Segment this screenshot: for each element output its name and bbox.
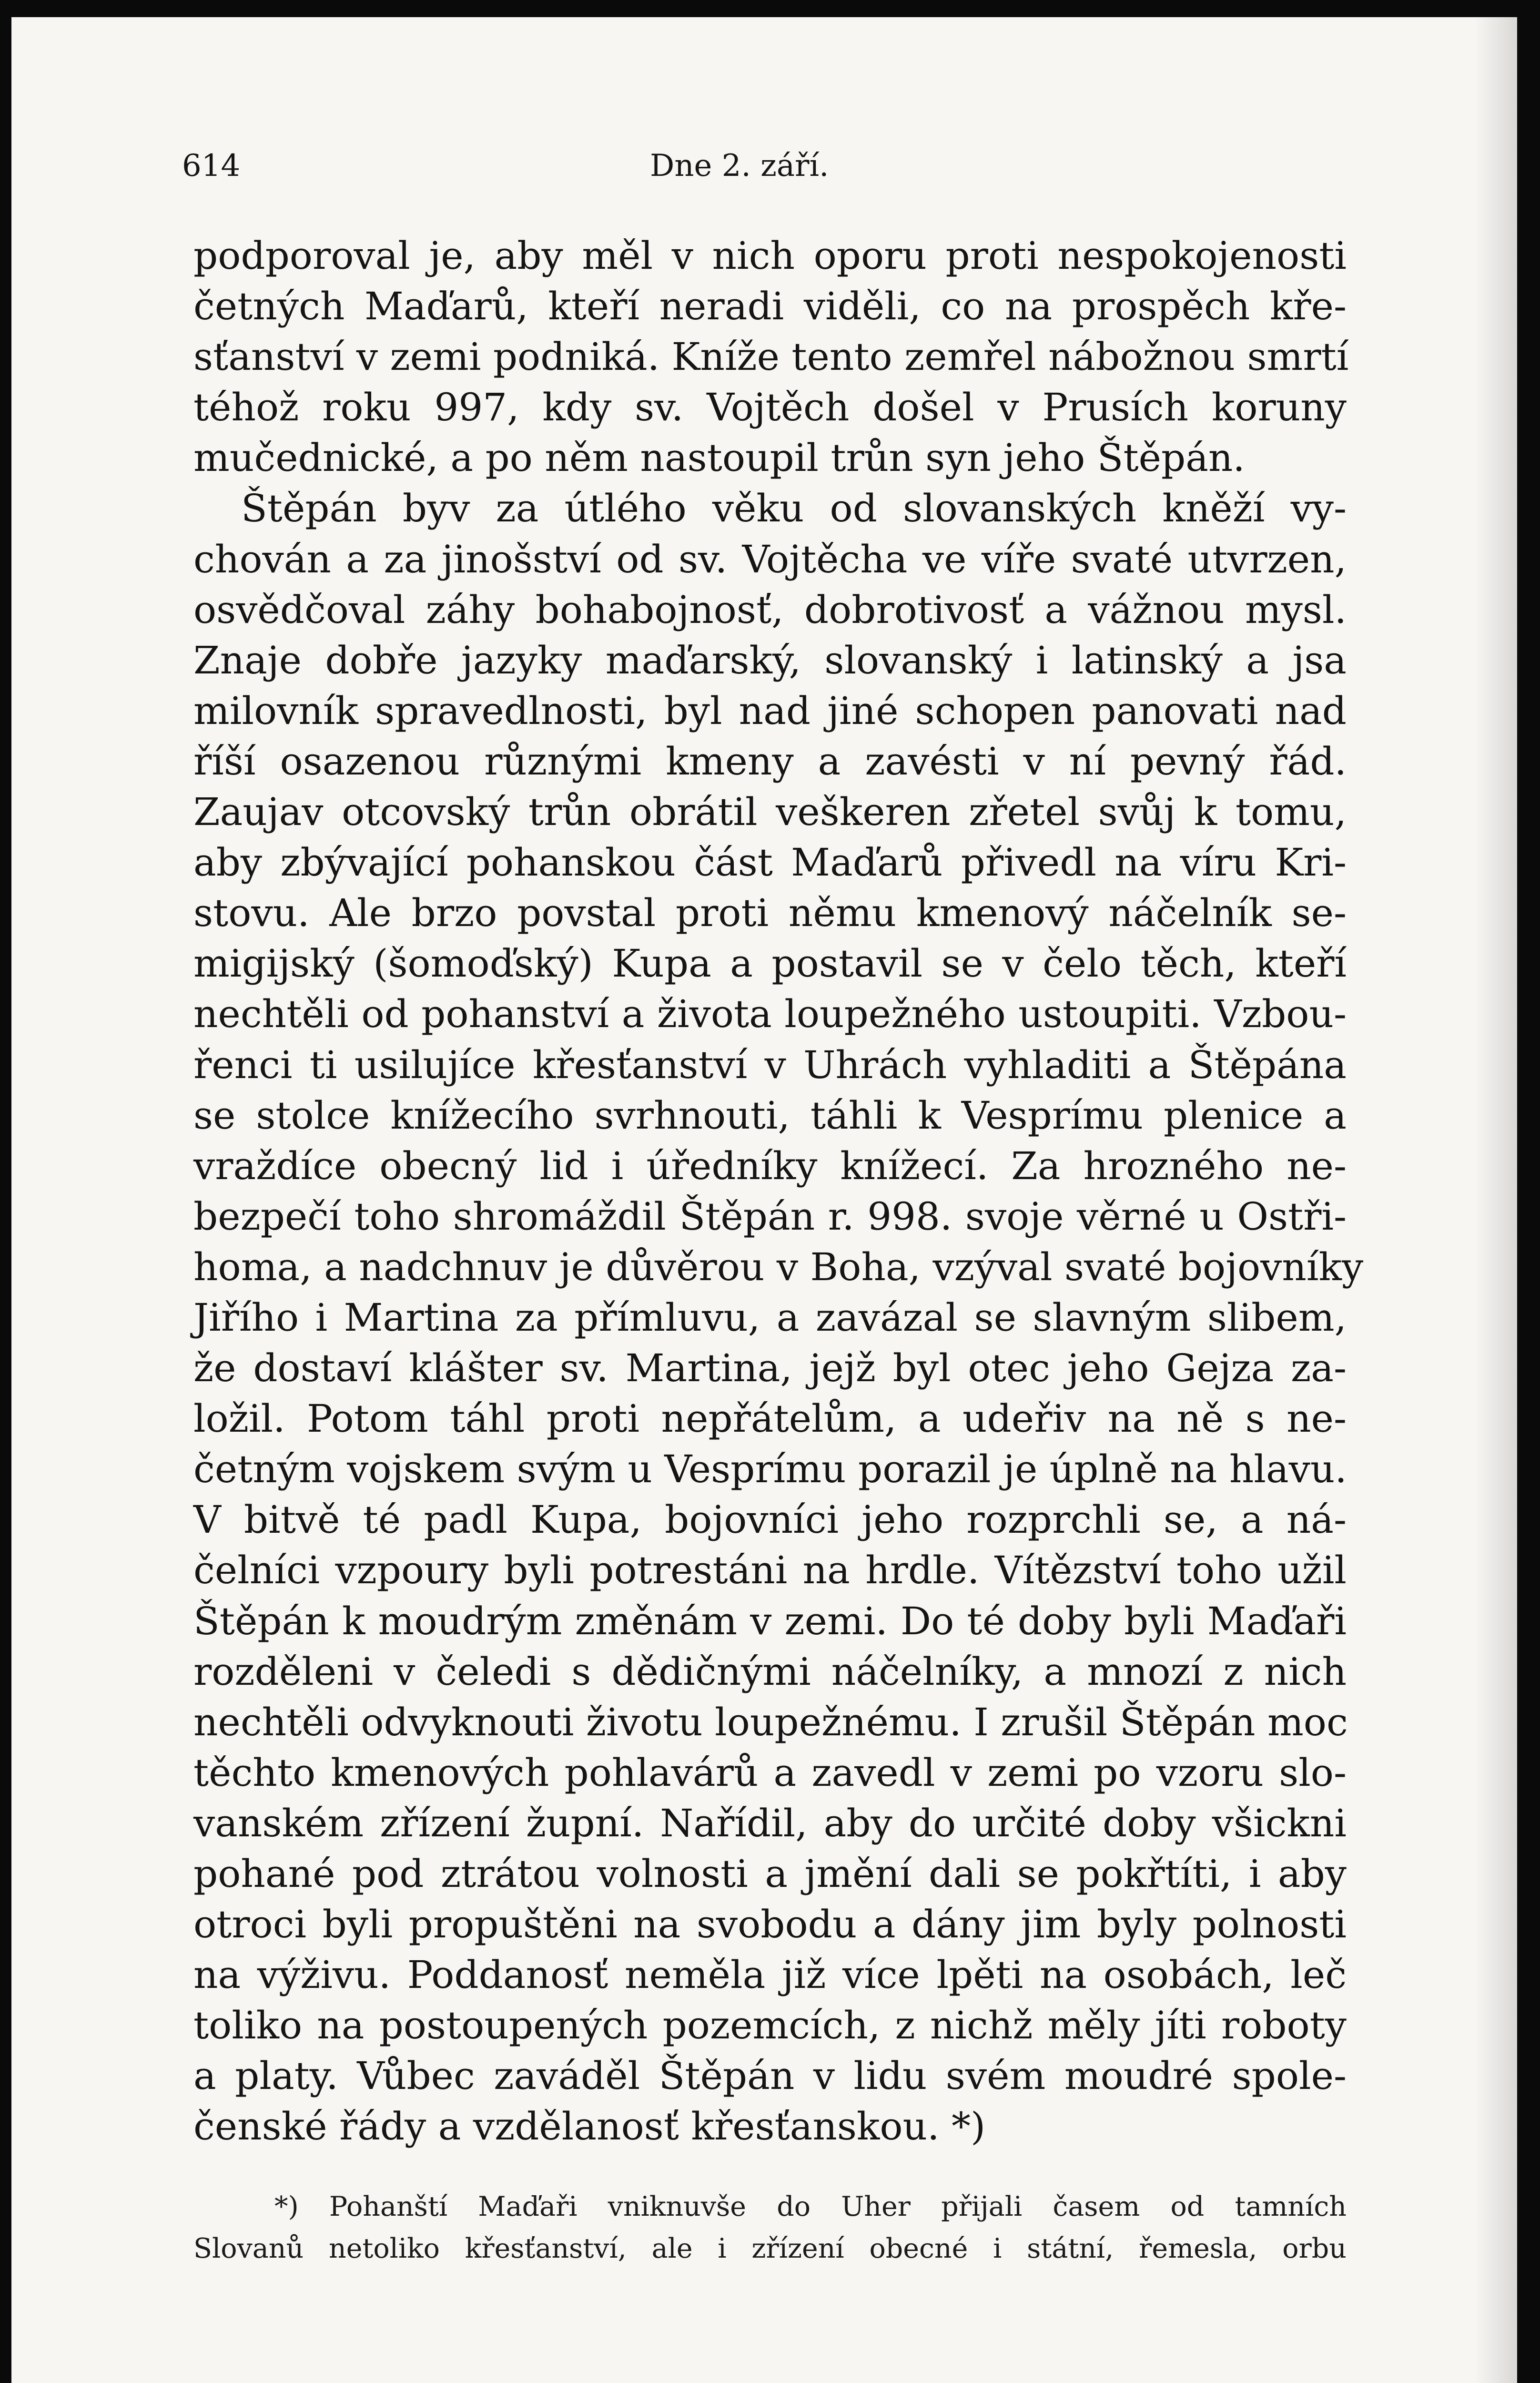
text-line: četných Maďarů, kteří neradi viděli, co na prospěch kře- — [193, 284, 1347, 329]
running-head: Dne 2. září. — [650, 148, 829, 183]
text-line: homa, a nadchnuv je důvěrou v Boha, vzýval svaté bojovníky — [193, 1244, 1364, 1289]
text-line: že dostaví klášter sv. Martina, jejž byl otec jeho Gejza za- — [193, 1346, 1347, 1391]
text-line: vanském zřízení župní. Nařídil, aby do určité doby všickni — [193, 1801, 1347, 1845]
text-line: milovník spravedlnosti, byl nad jiné schopen panovati nad — [193, 688, 1347, 733]
page-number: 614 — [182, 148, 241, 183]
text-line: rozděleni v čeledi s dědičnými náčelníky, a mnozí z nich — [193, 1649, 1347, 1694]
text-line: četným vojskem svým u Vesprímu porazil je úplně na hlavu. — [193, 1447, 1347, 1492]
text-line: Jiřího i Martina za přímluvu, a zavázal se slavným slibem, — [193, 1295, 1347, 1340]
text-line: podporoval je, aby měl v nich oporu proti nespokojenosti — [193, 234, 1347, 278]
text-line: Štěpán byv za útlého věku od slovanských kněží vy- — [241, 486, 1347, 531]
text-line: na výživu. Poddanosť neměla již více lpěti na osobách, leč — [193, 1953, 1347, 1997]
text-line: Znaje dobře jazyky maďarský, slovanský i latinský a jsa — [193, 638, 1347, 682]
text-line: čenské řády a vzdělanosť křesťanskou. *) — [193, 2104, 986, 2149]
text-line: Zaujav otcovský trůn obrátil veškeren zřetel svůj k tomu, — [193, 790, 1347, 835]
text-line: migijský (šomoďský) Kupa a postavil se v čelo těch, kteří — [193, 941, 1347, 986]
text-line: pohané pod ztrátou volnosti a jmění dali se pokřtíti, i aby — [193, 1852, 1347, 1896]
text-line: nechtěli odvyknouti životu loupežnému. I zrušil Štěpán moc — [193, 1700, 1348, 1744]
footnote-line: Slovanů netoliko křesťanství, ale i zřízení obecné i státní, řemesla, orbu — [193, 2233, 1347, 2264]
text-line: téhož roku 997, kdy sv. Vojtěch došel v Prusích koruny — [193, 385, 1347, 430]
text-line: stovu. Ale brzo povstal proti němu kmenový náčelník se- — [193, 891, 1347, 936]
text-line: řenci ti usilujíce křesťanství v Uhrách vyhladiti a Štěpána — [193, 1042, 1347, 1087]
text-line: Štěpán k moudrým změnám v zemi. Do té doby byli Maďaři — [193, 1599, 1347, 1643]
text-line: V bitvě té padl Kupa, bojovníci jeho rozprchli se, a ná- — [193, 1497, 1347, 1542]
text-line: nechtěli od pohanství a života loupežného ustoupiti. Vzbou- — [193, 992, 1347, 1037]
text-line: těchto kmenových pohlavárů a zavedl v zemi po vzoru slo- — [193, 1750, 1347, 1795]
text-line: aby zbývající pohanskou část Maďarů přivedl na víru Kri- — [193, 840, 1347, 885]
page-header — [11, 142, 1517, 199]
text-line: se stolce knížecího svrhnouti, táhli k Vesprímu plenice a — [193, 1093, 1347, 1138]
text-line: osvědčoval záhy bohabojnosť, dobrotivosť a vážnou mysl. — [193, 587, 1347, 632]
book-page — [11, 17, 1517, 2383]
text-line: bezpečí toho shromáždil Štěpán r. 998. svoje věrné u Ostři- — [193, 1194, 1347, 1239]
text-line: ložil. Potom táhl proti nepřátelům, a udeřiv na ně s ne- — [193, 1396, 1347, 1441]
text-line: a platy. Vůbec zaváděl Štěpán v lidu svém moudré spole- — [193, 2054, 1347, 2098]
text-line: sťanství v zemi podniká. Kníže tento zemřel nábožnou smrtí — [193, 335, 1349, 379]
footnote — [193, 2186, 1347, 2270]
text-line: vraždíce obecný lid i úředníky knížecí. Za hrozného ne- — [193, 1143, 1347, 1188]
body-text — [193, 231, 1364, 2152]
text-line: otroci byli propuštěni na svobodu a dány jim byly polnosti — [193, 1902, 1347, 1947]
text-line: toliko na postoupených pozemcích, z nichž měly jíti roboty — [193, 2003, 1347, 2048]
footnote-line: *) Pohanští Maďaři vniknuvše do Uher přijali časem od tamních — [274, 2191, 1347, 2222]
page-edge-shadow — [1474, 17, 1517, 2383]
text-line: chován a za jinošství od sv. Vojtěcha ve víře svaté utvrzen, — [193, 537, 1347, 581]
text-line: čelníci vzpoury byli potrestáni na hrdle. Vítězství toho užil — [193, 1548, 1347, 1593]
text-line: mučednické, a po něm nastoupil trůn syn jeho Štěpán. — [193, 436, 1245, 480]
text-line: říší osazenou různými kmeny a zavésti v ní pevný řád. — [193, 739, 1347, 784]
